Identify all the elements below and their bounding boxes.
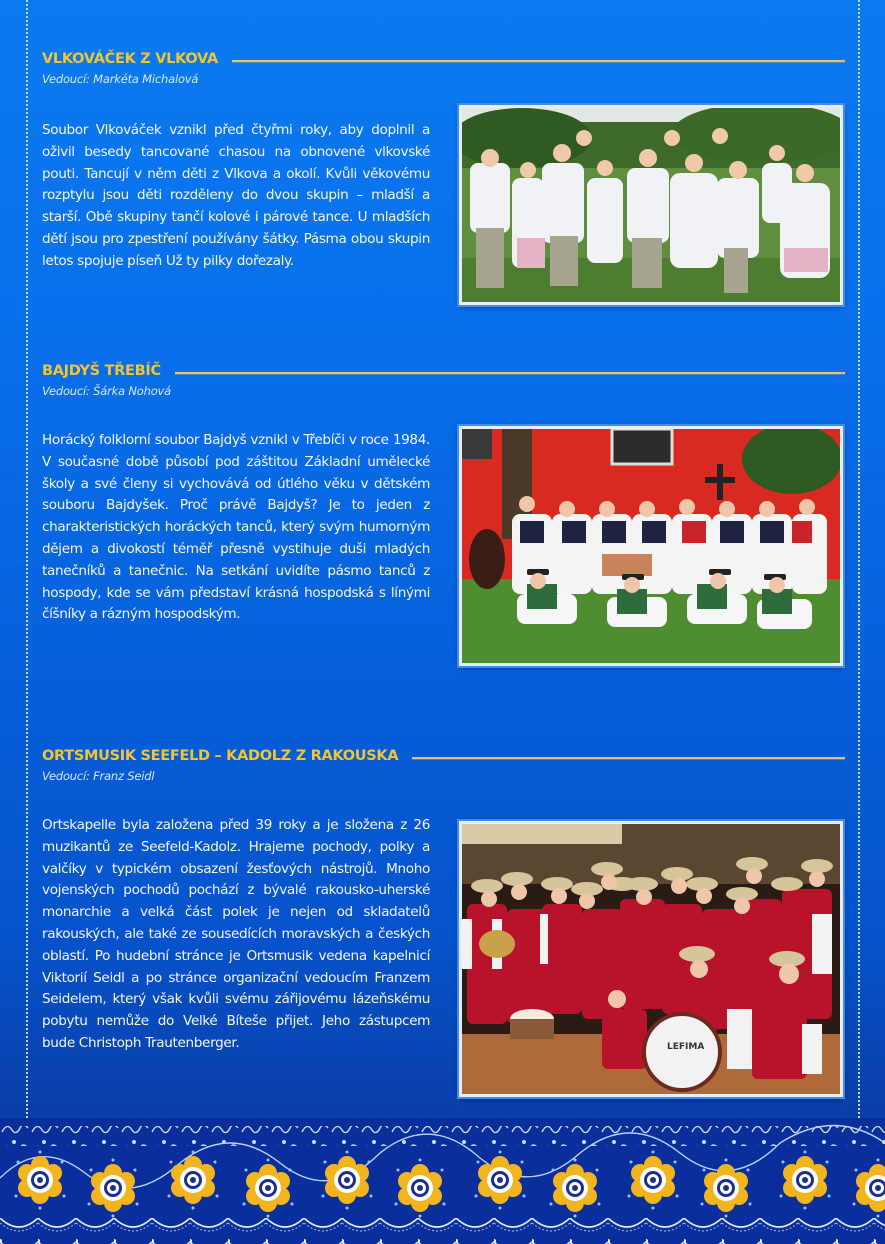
folk-ensemble-photo bbox=[462, 429, 840, 663]
section-leader: Vedoucí: Šárka Nohová bbox=[42, 384, 171, 398]
brass-band-photo bbox=[462, 824, 840, 1094]
section-header bbox=[42, 360, 845, 382]
photo-ortsmusik bbox=[459, 821, 843, 1097]
header-rule bbox=[175, 372, 845, 374]
photo-vlkovacek bbox=[459, 105, 843, 305]
photo-bajdys bbox=[459, 426, 843, 666]
section-title: ORTSMUSIK SEEFELD – KADOLZ Z RAKOUSKA bbox=[42, 748, 399, 764]
drum-logo: LEFIMA bbox=[667, 1042, 705, 1052]
section-vlkovacek bbox=[42, 48, 845, 269]
header-rule bbox=[412, 757, 845, 759]
children-group-photo bbox=[462, 108, 840, 302]
section-leader: Vedoucí: Franz Seidl bbox=[42, 769, 155, 783]
section-header bbox=[42, 745, 845, 767]
section-body: Ortskapelle byla založena před 39 roky a je složena z 26 muzikantů ze Seefeld-Kadolz. Hrajeme pochody, polky a valčíky v typickém obsazení žesťových nástrojů. Mnoho vojenských pochodů pochází z bývalé rakousko-uherské monarchie a velká část polek je nejen od skladatelů rakouských, ale také ze sousedících moravských a českých oblastí. Po hudební stránce je Ortsmusik vedena kapelnicí Viktorií Seidl a po stránce organizační vedoucím Franzem Seidelem, který však kvůli svému zářijovému lázeňskému pobytu nemůže do Velké Bíteše přijet. Jeho zástupcem bude Christoph Trautenberger. bbox=[42, 817, 430, 1051]
header-rule bbox=[232, 60, 845, 62]
folk-flower-border bbox=[0, 1118, 885, 1244]
section-bajdys bbox=[42, 360, 845, 623]
left-dotted-border bbox=[26, 0, 28, 1118]
section-title: VLKOVÁČEK Z VLKOVA bbox=[42, 51, 218, 67]
right-dotted-border bbox=[858, 0, 860, 1118]
section-body: Horácký folklorní soubor Bajdyš vznikl v Třebíči v roce 1984. V současné době působí pod záštitou Základní umělecké školy a své členy si vychovává od útlého věku v dětském souboru Bajdyšek. Proč právě Bajdyš? Je to jeden z charakteristických horáckých tanců, který svým humorným dějem a divokostí téměř přesně vystihuje duši mladých tanečníků a tanečnic. Na setkání uvidíte pásmo tanců z hospody, kde se vám představí krásná hospodská s línými číšníky a rázným hospodským. bbox=[42, 432, 430, 623]
section-leader: Vedoucí: Markéta Michalová bbox=[42, 72, 199, 86]
section-header bbox=[42, 48, 845, 70]
section-title: BAJDYŠ TŘEBÍČ bbox=[42, 363, 161, 379]
section-body: Soubor Vlkováček vznikl před čtyřmi roky, aby doplnil a oživil besedy tancované chasou na obnovené vlkovské pouti. Tancují v něm děti z Vlkova a okolí. Kvůli věkovému rozptylu jsou děti rozděleny do dvou skupin – mladší a starší. Obě skupiny tančí kolové i párové tance. U mladších dětí jsou pro zpestření používány šátky. Pásma obou skupin letos spojuje píseň Už ty pilky dořezaly. bbox=[42, 122, 430, 269]
